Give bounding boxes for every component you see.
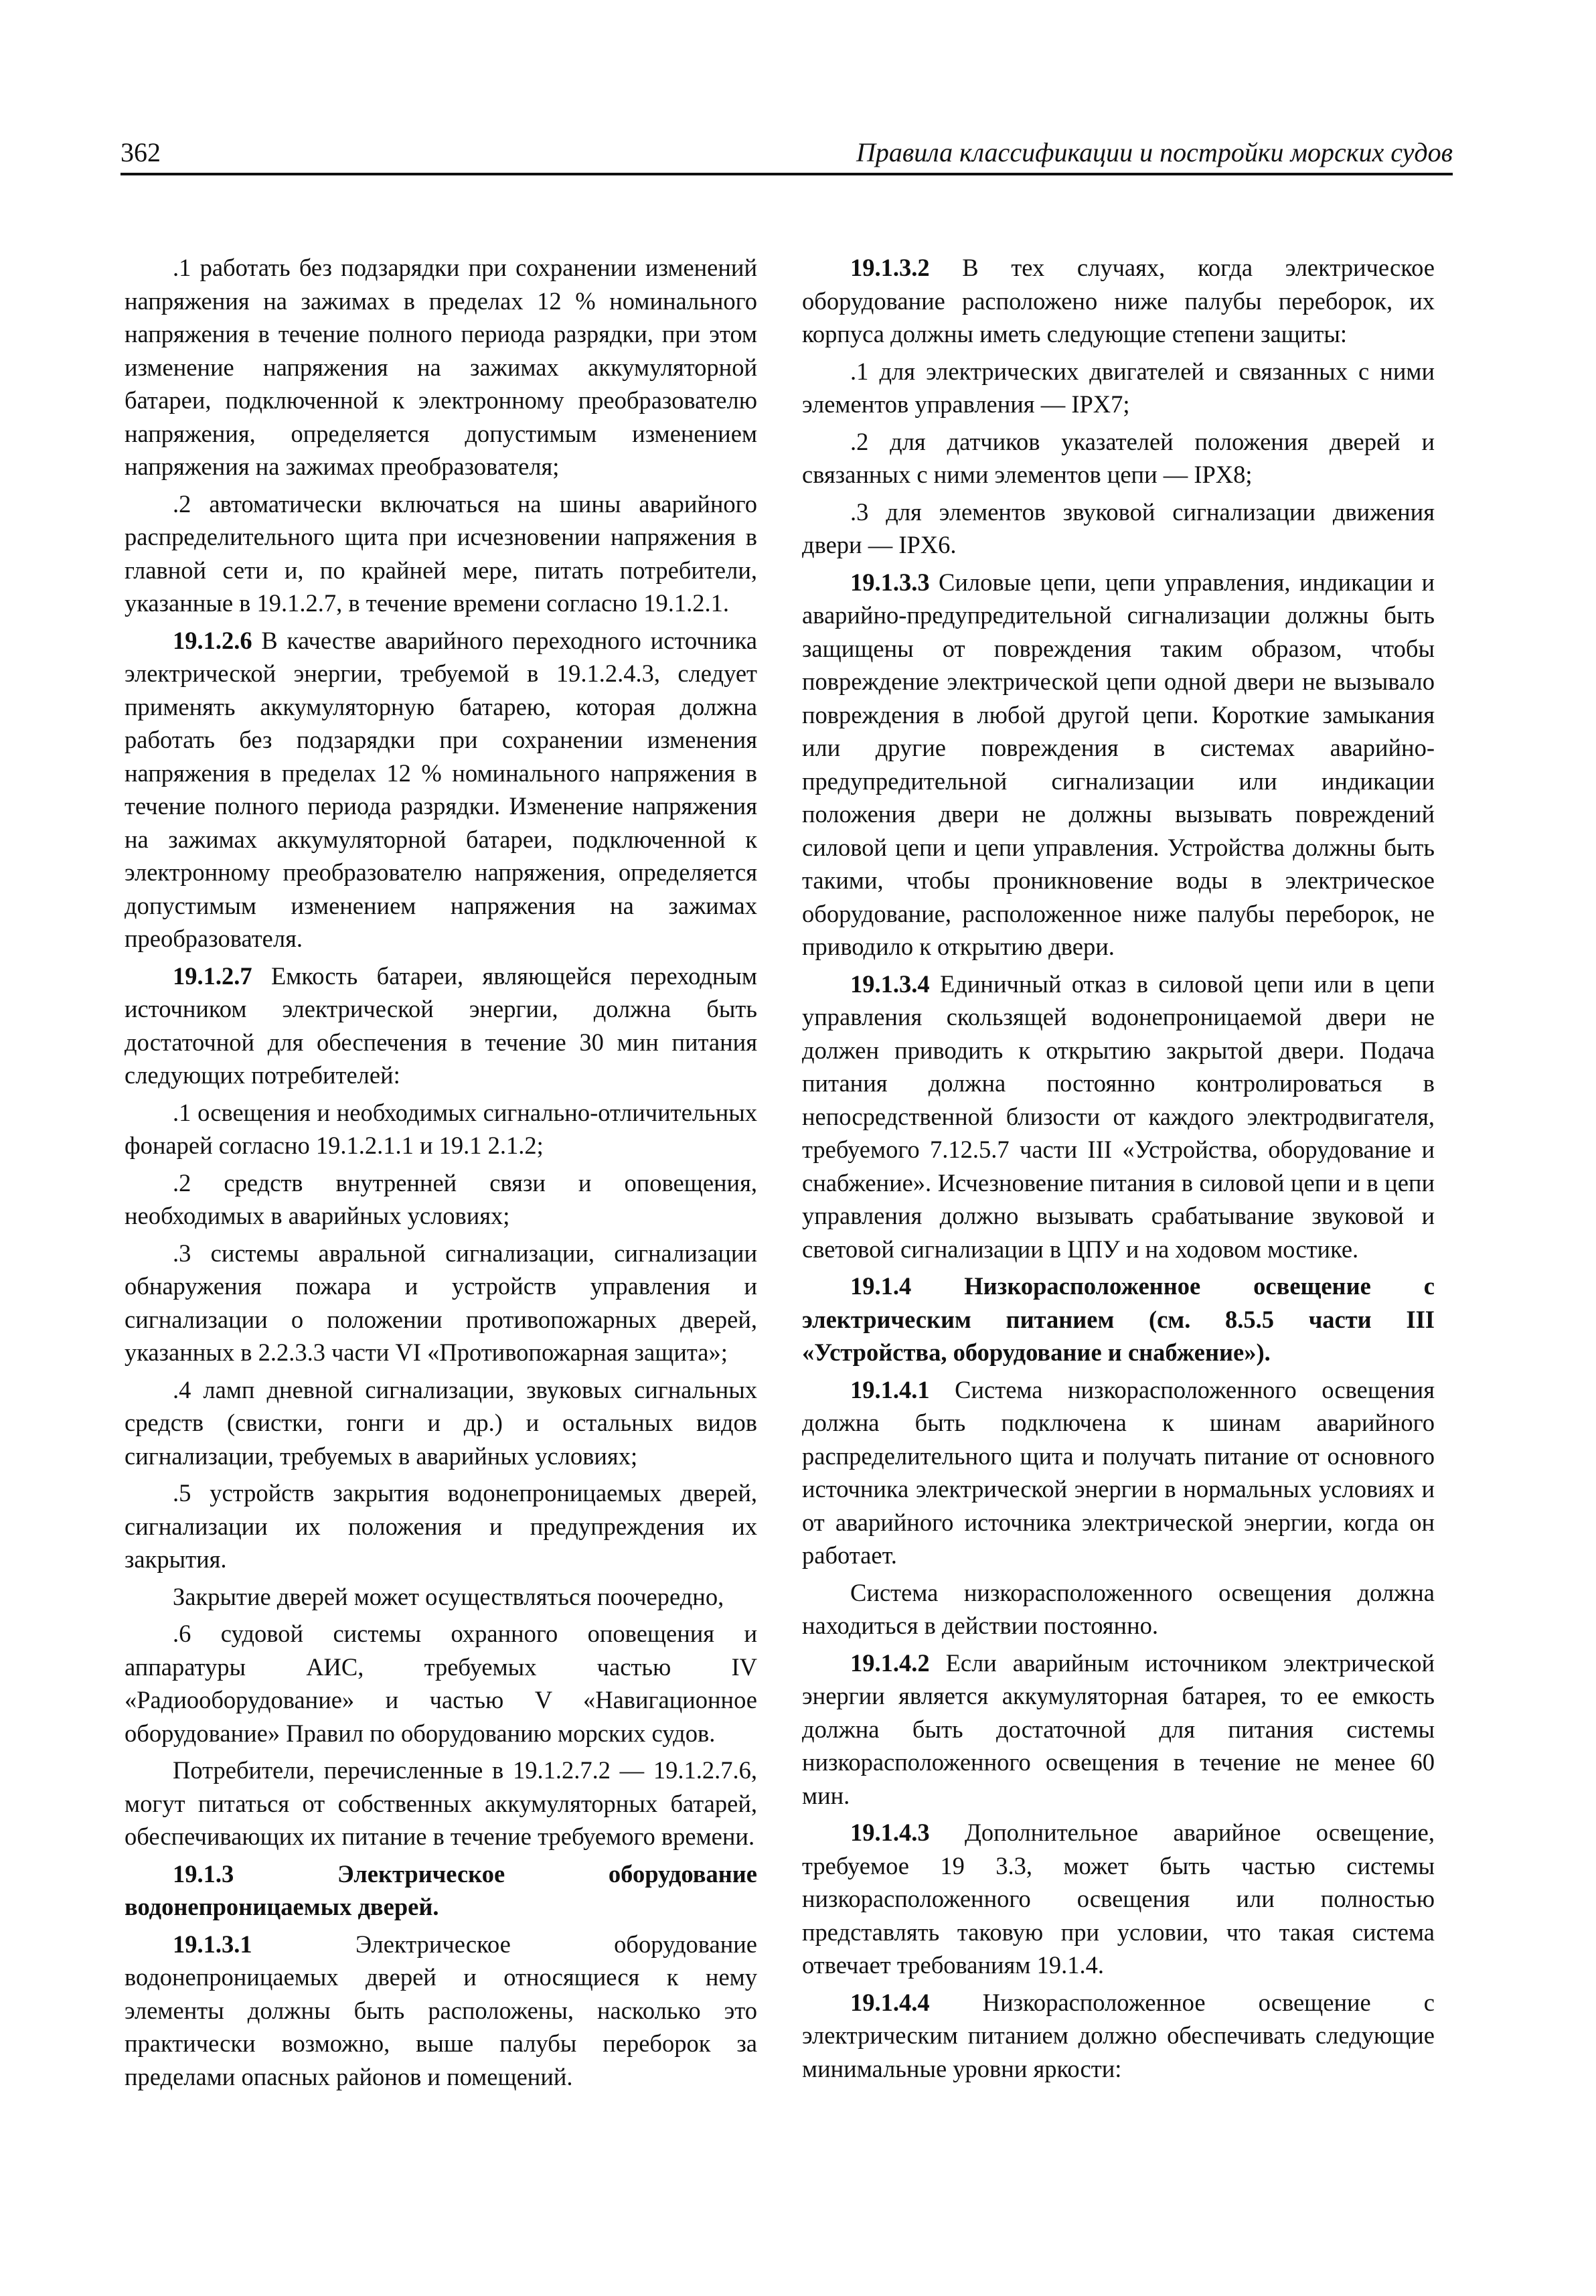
clause-number: 19.1.4.3 — [850, 1819, 930, 1846]
clause-number: 19.1.4 — [850, 1272, 912, 1300]
paragraph — [125, 1166, 757, 1233]
paragraph-text: .5 устройств закрытия водонепроницаемых дверей, сигнализации их положения и предупреждения их закрытия. — [125, 1479, 757, 1573]
paragraph — [125, 1373, 757, 1473]
clause-number: 19.1.3.4 — [850, 970, 930, 998]
clause-number: 19.1.2.7 — [173, 962, 252, 990]
paragraph — [802, 251, 1435, 351]
paragraph-text: .2 автоматически включаться на шины аварийного распределительного щита при исчезновении напряжения в главной сети и, по крайней мере, питать потребители, указанные в 19.1.2.7, в течение времени согласно 19.1.2.1. — [125, 489, 757, 617]
paragraph — [802, 968, 1435, 1266]
paragraph-text: В тех случаях, когда электрическое оборудование расположено ниже палубы переборок, их корпуса должны иметь следующие степени защиты: — [802, 254, 1435, 348]
paragraph-text: В качестве аварийного переходного источника электрической энергии, требуемой в 19.1.2.4.3, следует применять аккумуляторную батарею, которая должна работать без подзарядки при сохранении изменения напряжения в пределах 12 % номинального напряжения в течение полного периода разрядки. Изменение напряжения на зажимах аккумуляторной батареи, подключенной к электронному преобразователю напряжения, определяется допустимым изменением напряжения на зажимах преобразователя. — [125, 626, 757, 952]
paragraph — [125, 1237, 757, 1369]
paragraph — [125, 1928, 757, 2094]
paragraph-text: .6 судовой системы охранного оповещения и аппаратуры АИС, требуемых частью IV «Радиооборудование» и частью V «Навигационное оборудование» Правил по оборудованию морских судов. — [125, 1620, 757, 1747]
paragraph — [125, 487, 757, 620]
page-number: 362 — [121, 137, 161, 167]
section-heading — [802, 1270, 1435, 1369]
paragraph-text: .3 для элементов звуковой сигнализации движения двери — IPX6. — [802, 498, 1435, 558]
paragraph-text: Если аварийным источником электрической энергии является аккумуляторная батарея, то ее емкость должна быть достаточной для питания системы низкорасположенного освещения в течение не менее 60 мин. — [802, 1649, 1435, 1809]
paragraph-text: .3 системы авральной сигнализации, сигнализации обнаружения пожара и устройств управления и сигнализации о положении противопожарных дверей, указанных в 2.2.3.3 части VI «Противопожарная защита»; — [125, 1239, 757, 1366]
paragraph — [802, 355, 1435, 421]
paragraph-text: .1 освещения и необходимых сигнально-отличительных фонарей согласно 19.1.2.1.1 и 19.1 2.1.2; — [125, 1098, 757, 1159]
clause-number: 19.1.4.1 — [850, 1375, 930, 1403]
paragraph — [125, 251, 757, 483]
paragraph — [125, 1096, 757, 1162]
paragraph-text: Потребители, перечисленные в 19.1.2.7.2 — 19.1.2.7.6, могут питаться от собственных аккумуляторных батарей, обеспечивающих их питание в течение требуемого времени. — [125, 1756, 757, 1850]
paragraph-text: .1 работать без подзарядки при сохранении изменений напряжения на зажимах в пределах 12 % номинального напряжения в течение полного периода разрядки, при этом изменение напряжения на зажимах аккумуляторной батареи, подключенной к электронному преобразователю напряжения, определяется допустимым изменением напряжения на зажимах преобразователя; — [125, 254, 757, 480]
paragraph-text: Единичный отказ в силовой цепи или в цепи управления скользящей водонепроницаемой двери не должен приводить к открытию закрытой двери. Подача питания должна постоянно контролироваться в непосредственной близости от каждого электродвигателя, требуемого 7.12.5.7 части III «Устройства, оборудование и снабжение». Исчезновение питания в силовой цепи и в цепи управления должно вызывать срабатывание звуковой и световой сигнализации в ЦПУ и на ходовом мостике. — [802, 970, 1435, 1263]
paragraph — [802, 1576, 1435, 1642]
paragraph — [802, 1816, 1435, 1982]
clause-number: 19.1.3.2 — [850, 254, 930, 281]
paragraph-text: .4 ламп дневной сигнализации, звуковых сигнальных средств (свистки, гонги и др.) и остальных видов сигнализации, требуемых в аварийных условиях; — [125, 1375, 757, 1470]
paragraph-text: Низкорасположенное освещение с электрическим питанием должно обеспечивать следующие минимальные уровни яркости: — [802, 1988, 1435, 2082]
paragraph — [125, 1580, 757, 1614]
clause-number: 19.1.4.4 — [850, 1988, 930, 2016]
paragraph — [802, 566, 1435, 964]
page-header — [121, 134, 1453, 171]
right-column — [802, 251, 1435, 2193]
paragraph-text: .2 средств внутренней связи и оповещения, необходимых в аварийных условиях; — [125, 1168, 757, 1229]
paragraph — [125, 1617, 757, 1750]
clause-number: 19.1.2.6 — [173, 626, 252, 654]
paragraph-text: .2 для датчиков указателей положения дверей и связанных с ними элементов цепи — IPX8; — [802, 427, 1435, 488]
running-title: Правила классификации и постройки морских судов — [856, 137, 1453, 167]
paragraph-text: Низкорасположенное освещение с электрическим питанием (см. 8.5.5 части III «Устройства, оборудование и снабжение»). — [802, 1272, 1435, 1366]
paragraph — [125, 960, 757, 1092]
paragraph — [802, 1647, 1435, 1813]
paragraph — [802, 1986, 1435, 2086]
paragraph-text: Емкость батареи, являющейся переходным источником электрической энергии, должна быть достаточной для обеспечения в течение 30 мин питания следующих потребителей: — [125, 962, 757, 1089]
paragraph — [125, 624, 757, 955]
paragraph-text: .1 для электрических двигателей и связанных с ними элементов управления — IPX7; — [802, 357, 1435, 418]
paragraph-text: Силовые цепи, цепи управления, индикации и аварийно-предупредительной сигнализации должны быть защищены от повреждения таким образом, чтобы повреждение электрической цепи одной двери не вызывало повреждения в любой другой цепи. Короткие замыкания или другие повреждения в системах аварийно-предупредительной сигнализации или индикации положения двери не должны вызывать повреждений силовой цепи и цепи управления. Устройства должны быть такими, чтобы проникновение воды в электрическое оборудование, расположенное ниже палубы переборок, не приводило к открытию двери. — [802, 568, 1435, 960]
paragraph-text: Система низкорасположенного освещения должна находиться в действии постоянно. — [802, 1578, 1435, 1639]
paragraph-text: Закрытие дверей может осуществляться поочередно, — [173, 1582, 724, 1610]
header-rule — [121, 173, 1453, 175]
clause-number: 19.1.3 — [173, 1859, 234, 1888]
left-column — [125, 251, 757, 2193]
paragraph-text: Электрическое оборудование водонепроницаемых дверей и относящиеся к нему элементы должны быть расположены, насколько это практически возможно, выше палубы переборок за пределами опасных районов и помещений. — [125, 1930, 757, 2090]
paragraph — [125, 1754, 757, 1853]
paragraph — [125, 1476, 757, 1576]
paragraph-text: Электрическое оборудование водонепроницаемых дверей. — [125, 1859, 757, 1920]
paragraph — [802, 495, 1435, 562]
section-heading — [125, 1857, 757, 1924]
paragraph-text: Система низкорасположенного освещения должна быть подключена к шинам аварийного распределительного щита и получать питание от основного источника электрической энергии в нормальных условиях и от аварийного источника электрической энергии, когда он работает. — [802, 1375, 1435, 1569]
clause-number: 19.1.4.2 — [850, 1649, 930, 1677]
paragraph — [802, 425, 1435, 491]
clause-number: 19.1.3.1 — [173, 1930, 252, 1958]
clause-number: 19.1.3.3 — [850, 568, 930, 596]
paragraph — [802, 1373, 1435, 1572]
paragraph-text: Дополнительное аварийное освещение, требуемое 19 3.3, может быть частью системы низкорасположенного освещения или полностью представлять таковую при условии, что такая система отвечает требованиям 19.1.4. — [802, 1819, 1435, 1979]
